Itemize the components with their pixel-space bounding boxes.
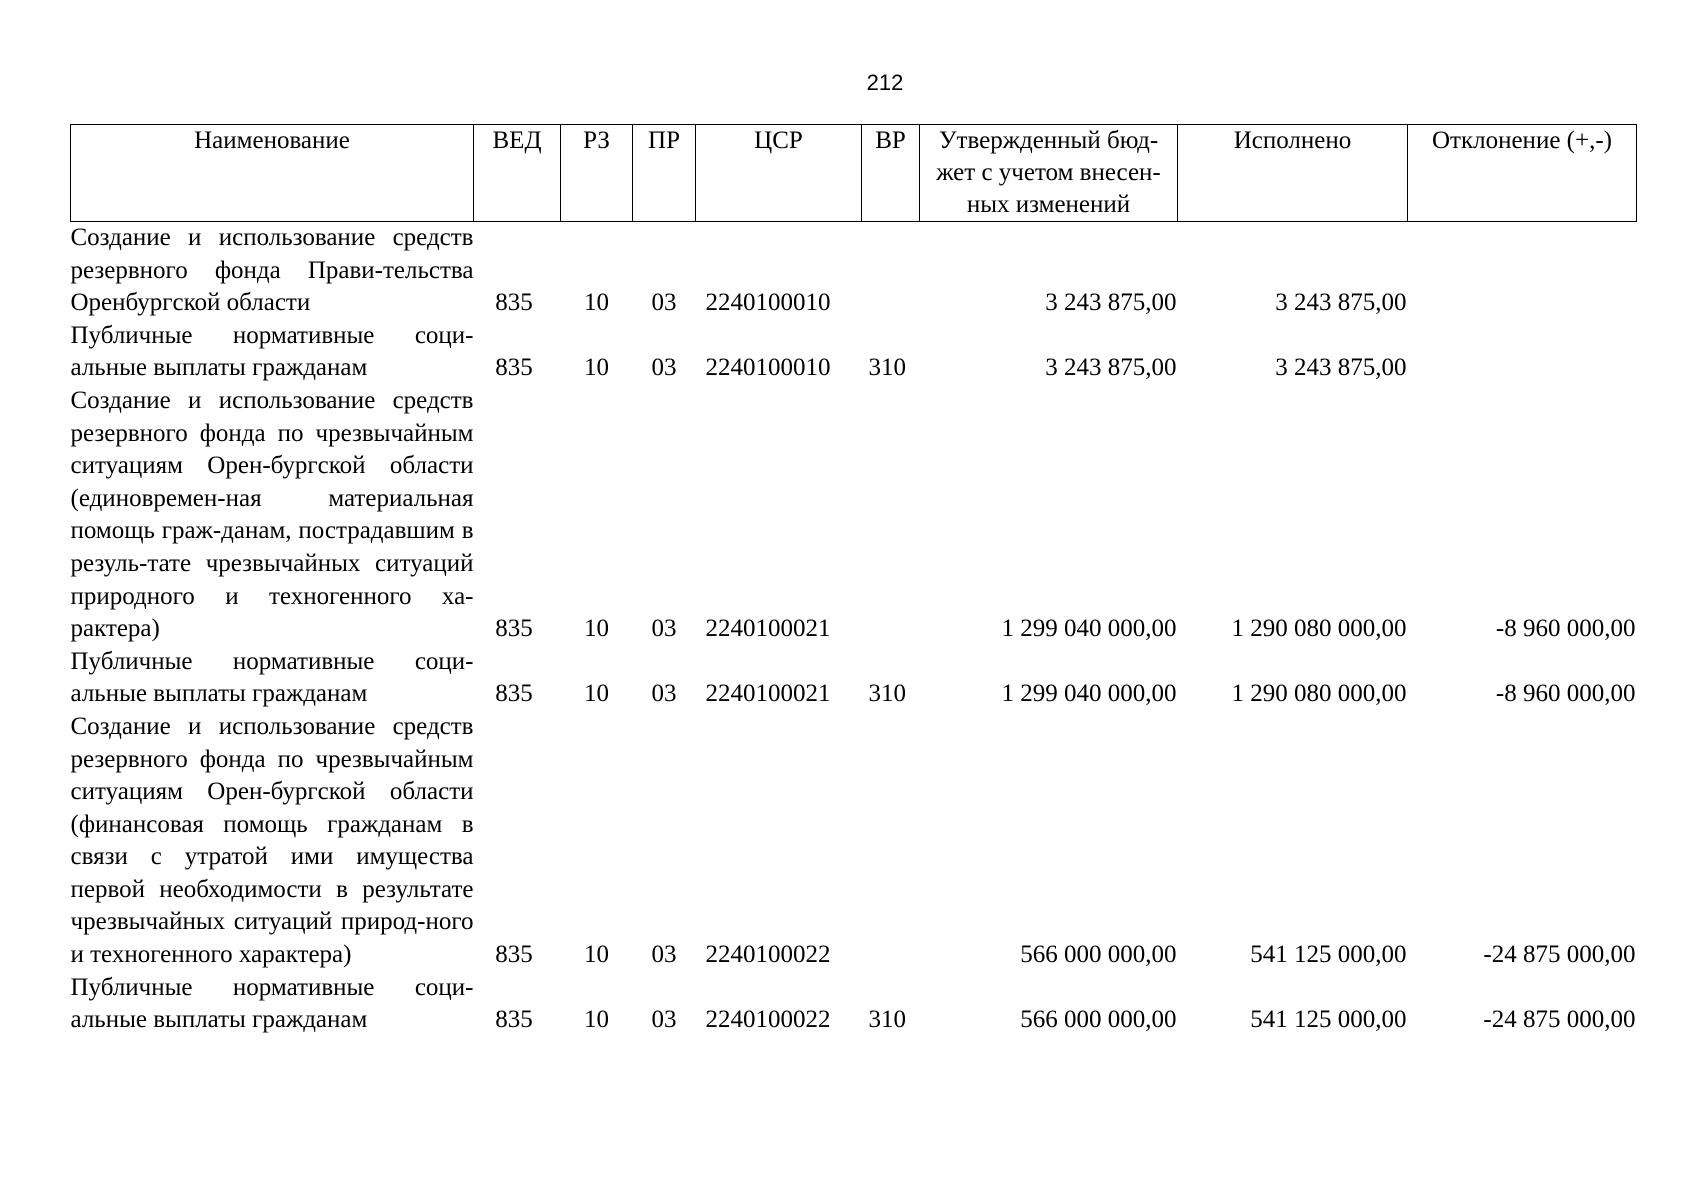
header-executed: Исполнено — [1178, 125, 1408, 222]
row-ved: 835 — [495, 289, 533, 317]
row-name: Публичные нормативные соци-альные выплаты гражданам — [70, 647, 474, 708]
row-executed: 1 290 080 000,00 — [1231, 615, 1407, 643]
row-pr: 03 — [651, 354, 677, 382]
row-rz: 10 — [584, 941, 609, 969]
row-name: Создание и использование средств резервного фонда по чрезвычайным ситуациям Орен-бургской области (единовремен-ная материальная помощь граж-данам, пострадавшим в резуль-тате чрезвычайных ситуаций природного и техногенного ха-рактера) — [70, 386, 474, 643]
row-rz: 10 — [584, 680, 609, 708]
row-csr: 2240100022 — [705, 1006, 831, 1034]
header-pr: ПР — [633, 125, 696, 222]
row-deviation — [1408, 222, 1637, 320]
row-name: Публичные нормативные соци-альные выплаты гражданам — [70, 973, 474, 1034]
row-executed: 3 243 875,00 — [1275, 354, 1407, 382]
row-vr — [862, 711, 920, 972]
row-pr: 03 — [651, 1006, 677, 1034]
table-row — [71, 385, 1637, 646]
row-executed: 541 125 000,00 — [1250, 941, 1407, 969]
row-budget: 1 299 040 000,00 — [1001, 615, 1177, 643]
row-ved: 835 — [495, 354, 533, 382]
row-csr: 2240100022 — [705, 941, 831, 969]
row-ved: 835 — [495, 1006, 533, 1034]
header-budget: Утвержденный бюд-жет с учетом внесен-ных изменений — [920, 125, 1178, 222]
table-header-row — [71, 125, 1637, 222]
row-rz: 10 — [584, 354, 609, 382]
row-deviation: -8 960 000,00 — [1495, 615, 1636, 643]
header-csr: ЦСР — [696, 125, 862, 222]
header-deviation: Отклонение (+,-) — [1408, 125, 1637, 222]
row-budget: 3 243 875,00 — [1045, 354, 1177, 382]
row-ved: 835 — [495, 941, 533, 969]
header-rz: РЗ — [561, 125, 633, 222]
table-row — [71, 320, 1637, 385]
row-vr — [862, 222, 920, 320]
row-vr: 310 — [868, 680, 906, 708]
row-executed: 541 125 000,00 — [1250, 1006, 1407, 1034]
row-ved: 835 — [495, 615, 533, 643]
budget-table — [70, 124, 1637, 1037]
header-ved: ВЕД — [474, 125, 561, 222]
row-csr: 2240100010 — [705, 354, 831, 382]
row-pr: 03 — [651, 680, 677, 708]
row-budget: 566 000 000,00 — [1020, 1006, 1177, 1034]
row-csr: 2240100021 — [705, 615, 831, 643]
row-rz: 10 — [584, 289, 609, 317]
row-executed: 3 243 875,00 — [1275, 289, 1407, 317]
table-row — [71, 222, 1637, 320]
row-deviation — [1408, 320, 1637, 385]
table-row — [71, 972, 1637, 1037]
row-pr: 03 — [651, 289, 677, 317]
row-vr: 310 — [868, 1006, 906, 1034]
page-number: 212 — [866, 70, 904, 95]
row-deviation: -8 960 000,00 — [1495, 680, 1636, 708]
row-name: Создание и использование средств резервного фонда Прави-тельства Оренбургской области — [70, 224, 474, 317]
row-executed: 1 290 080 000,00 — [1231, 680, 1407, 708]
row-deviation: -24 875 000,00 — [1483, 1006, 1636, 1034]
row-name: Создание и использование средств резервного фонда по чрезвычайным ситуациям Орен-бургской области (финансовая помощь гражданам в связи с утратой ими имущества первой необходимости в результате чрезвычайных ситуаций природ-ного и техногенного характера) — [70, 712, 474, 969]
table-row — [71, 646, 1637, 711]
row-csr: 2240100010 — [705, 289, 831, 317]
row-vr — [862, 385, 920, 646]
row-rz: 10 — [584, 1006, 609, 1034]
row-pr: 03 — [651, 615, 677, 643]
row-pr: 03 — [651, 941, 677, 969]
row-vr: 310 — [868, 354, 906, 382]
row-budget: 1 299 040 000,00 — [1001, 680, 1177, 708]
row-name: Публичные нормативные соци-альные выплаты гражданам — [70, 321, 474, 382]
row-csr: 2240100021 — [705, 680, 831, 708]
row-budget: 566 000 000,00 — [1020, 941, 1177, 969]
row-ved: 835 — [495, 680, 533, 708]
header-vr: ВР — [862, 125, 920, 222]
table-row — [71, 711, 1637, 972]
row-rz: 10 — [584, 615, 609, 643]
row-budget: 3 243 875,00 — [1045, 289, 1177, 317]
row-deviation: -24 875 000,00 — [1483, 941, 1636, 969]
header-name: Наименование — [71, 125, 474, 222]
